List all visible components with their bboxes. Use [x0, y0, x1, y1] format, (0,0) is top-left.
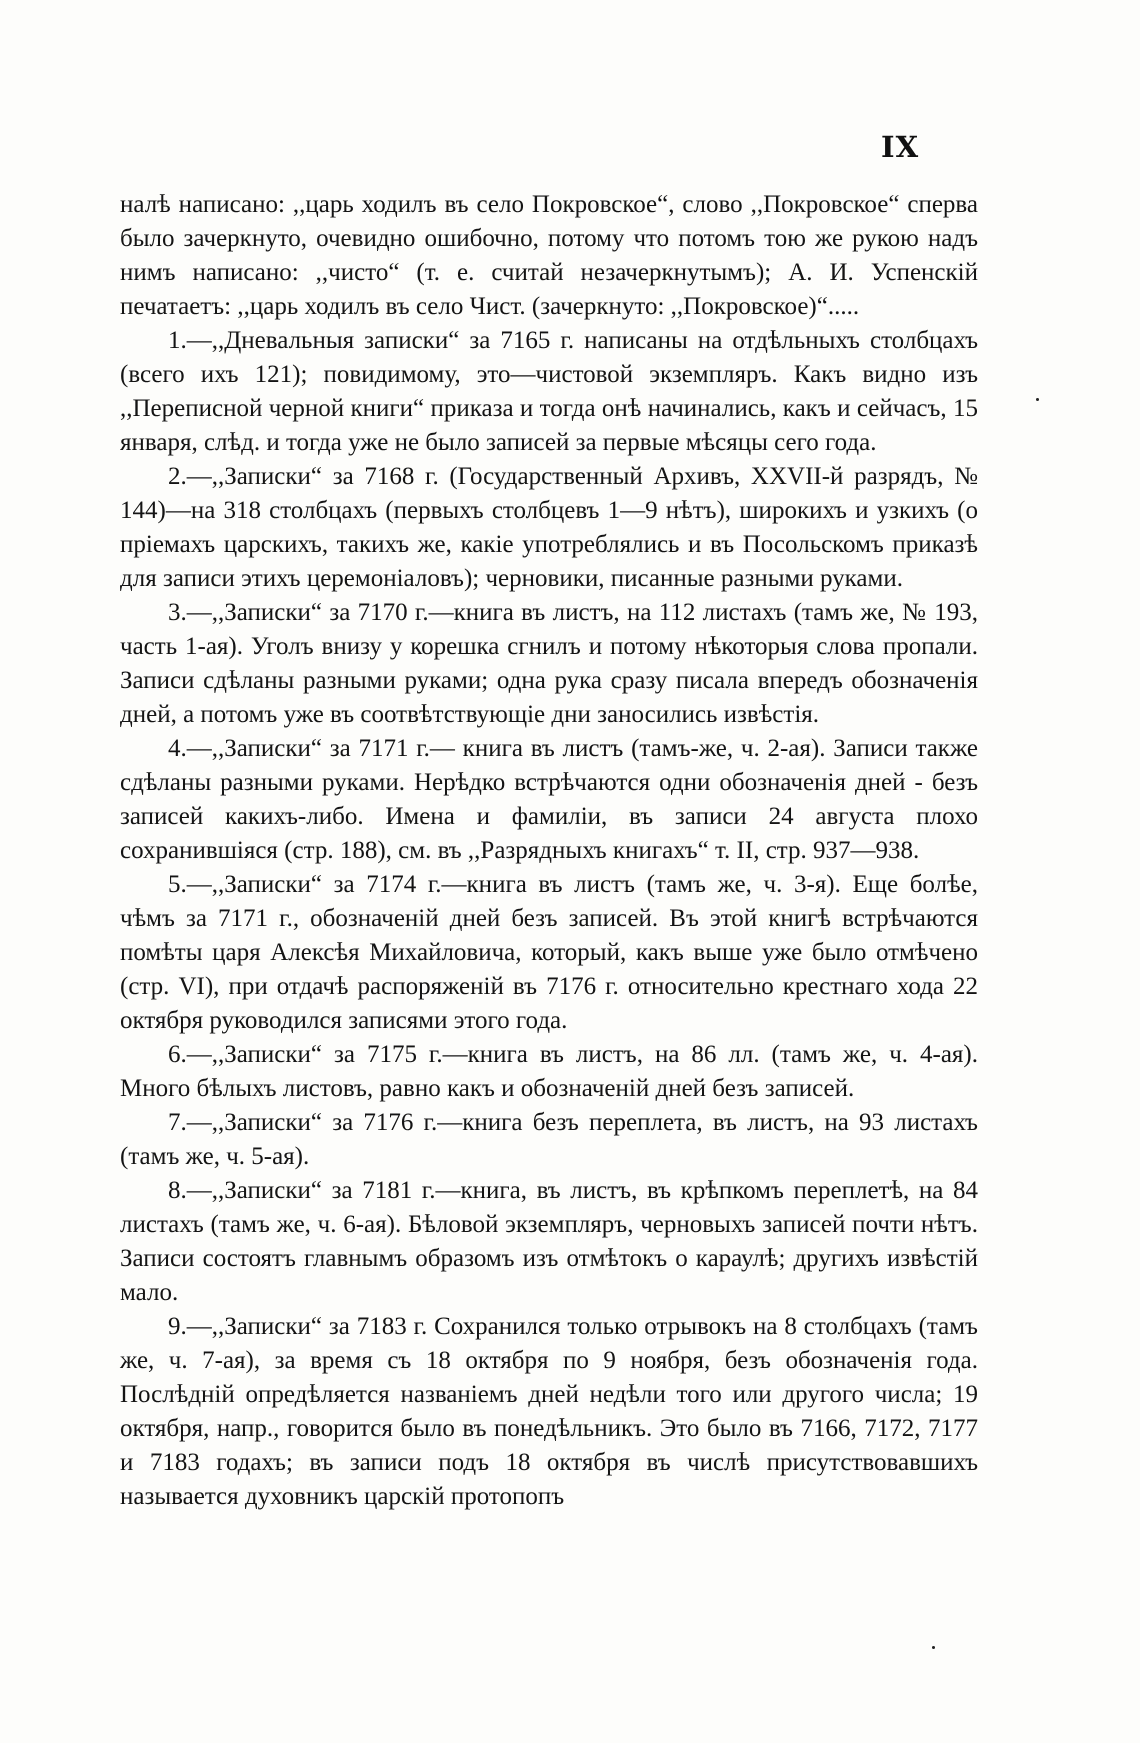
print-speck [932, 1646, 935, 1649]
entry-paragraph-1: 1.—,,Дневальныя записки“ за 7165 г. написаны на отдѣльныхъ столбцахъ (всего ихъ 121); повидимому, это—чистовой экземпляръ. Какъ видно изъ ,,Переписной черной книги“ приказа и тогда онѣ начинались, какъ и сейчасъ, 15 января, слѣд. и тогда уже не было записей за первые мѣсяцы сего года. [120, 327, 978, 456]
entry-paragraph-6: 6.—,,Записки“ за 7175 г.—книга въ листъ, на 86 лл. (тамъ же, ч. 4-ая). Много бѣлыхъ листовъ, равно какъ и обозначеній дней безъ записей. [120, 1041, 978, 1102]
entry-paragraph-2: 2.—,,Записки“ за 7168 г. (Государственный Архивъ, XXVII-й разрядъ, № 144)—на 318 столбцахъ (первыхъ столбцевъ 1—9 нѣтъ), широкихъ и узкихъ (о пріемахъ царскихъ, такихъ же, какіе употреблялись и въ Посольскомъ приказѣ для записи этихъ церемоніаловъ); черновики, писанные разными руками. [120, 463, 978, 592]
text-body [120, 188, 978, 1514]
page-number: IX [881, 130, 920, 164]
entry-paragraph-3: 3.—,,Записки“ за 7170 г.—книга въ листъ, на 112 листахъ (тамъ же, № 193, часть 1-ая). Уголъ внизу у корешка сгнилъ и потому нѣкоторыя слова пропали. Записи сдѣланы разными руками; одна рука сразу писала впередъ обозначенія дней, а потомъ уже въ соотвѣтствующіе дни заносились извѣстія. [120, 599, 978, 728]
entry-paragraph-5: 5.—,,Записки“ за 7174 г.—книга въ листъ (тамъ же, ч. 3-я). Еще болѣе, чѣмъ за 7171 г., обозначеній дней безъ записей. Въ этой книгѣ встрѣчаются помѣты царя Алексѣя Михайловича, который, какъ выше уже было отмѣчено (стр. VI), при отдачѣ распоряженій въ 7176 г. относительно крестнаго хода 22 октября руководился записями этого года. [120, 871, 978, 1034]
entry-paragraph-9: 9.—,,Записки“ за 7183 г. Сохранился только отрывокъ на 8 столбцахъ (тамъ же, ч. 7-ая), за время съ 18 октября по 9 ноября, безъ обозначенія года. Послѣдній опредѣляется названіемъ дней недѣли того или другого числа; 19 октября, напр., говорится было въ понедѣльникъ. Это было въ 7166, 7172, 7177 и 7183 годахъ; въ записи подъ 18 октября въ числѣ присутствовавшихъ называется духовникъ царскій протопопъ [120, 1313, 978, 1510]
entry-paragraph-7: 7.—,,Записки“ за 7176 г.—книга безъ переплета, въ листъ, на 93 листахъ (тамъ же, ч. 5-ая). [120, 1109, 978, 1170]
intro-paragraph: налѣ написано: ,,царь ходилъ въ село Покровское“, слово ,,Покровское“ сперва было зачеркнуто, очевидно ошибочно, потому что потомъ тою же рукою надъ нимъ написано: ,,чисто“ (т. е. считай незачеркнутымъ); А. И. Успенскій печатаетъ: ,,царь ходилъ въ село Чист. (зачеркнуто: ,,Покровское)“..... [120, 191, 978, 320]
print-speck [1036, 398, 1039, 401]
entry-paragraph-4: 4.—,,Записки“ за 7171 г.— книга въ листъ (тамъ-же, ч. 2-ая). Записи также сдѣланы разными руками. Нерѣдко встрѣчаются одни обозначенія дней - безъ записей какихъ-либо. Имена и фамиліи, въ записи 24 августа плохо сохранившіяся (стр. 188), см. въ ,,Разрядныхъ книгахъ“ т. II, стр. 937—938. [120, 735, 978, 864]
entry-paragraph-8: 8.—,,Записки“ за 7181 г.—книга, въ листъ, въ крѣпкомъ переплетѣ, на 84 листахъ (тамъ же, ч. 6-ая). Бѣловой экземпляръ, черновыхъ записей почти нѣтъ. Записи состоятъ главнымъ образомъ изъ отмѣтокъ о караулѣ; другихъ извѣстій мало. [120, 1177, 978, 1306]
